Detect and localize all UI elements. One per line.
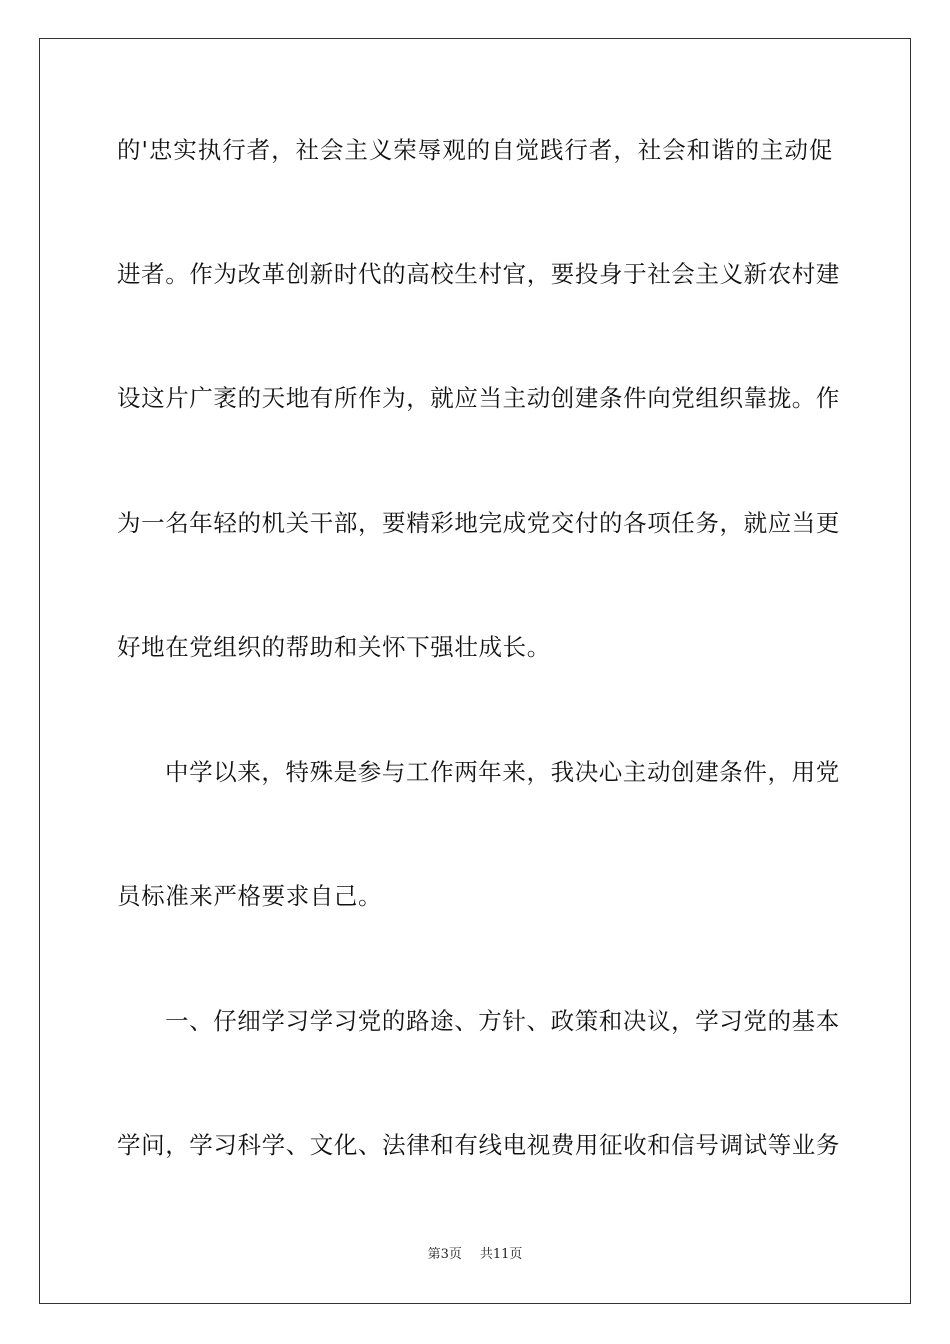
page-footer [0,1246,950,1264]
body-line-2: 进者。作为改革创新时代的高校生村官，要投身于社会主义新农村建 [117,260,840,288]
body-line-7: 员标准来严格要求自己。 [117,882,383,910]
body-line-8: 一、仔细学习学习党的路途、方针、政策和决议，学习党的基本 [165,1007,840,1035]
page-number: 第3页 [427,1247,462,1262]
body-line-1: 的'忠实执行者，社会主义荣辱观的自觉践行者，社会和谐的主动促 [117,136,833,164]
body-line-3: 设这片广袤的天地有所作为，就应当主动创建条件向党组织靠拢。作 [117,384,840,412]
body-line-4: 为一名年轻的机关干部，要精彩地完成党交付的各项任务，就应当更 [117,509,840,537]
page-border [39,38,911,1304]
body-line-9: 学问，学习科学、文化、法律和有线电视费用征收和信号调试等业务 [117,1131,840,1159]
body-line-6: 中学以来，特殊是参与工作两年来，我决心主动创建条件，用党 [165,758,840,786]
body-line-5: 好地在党组织的帮助和关怀下强壮成长。 [117,633,551,661]
page-total: 共11页 [479,1247,523,1262]
